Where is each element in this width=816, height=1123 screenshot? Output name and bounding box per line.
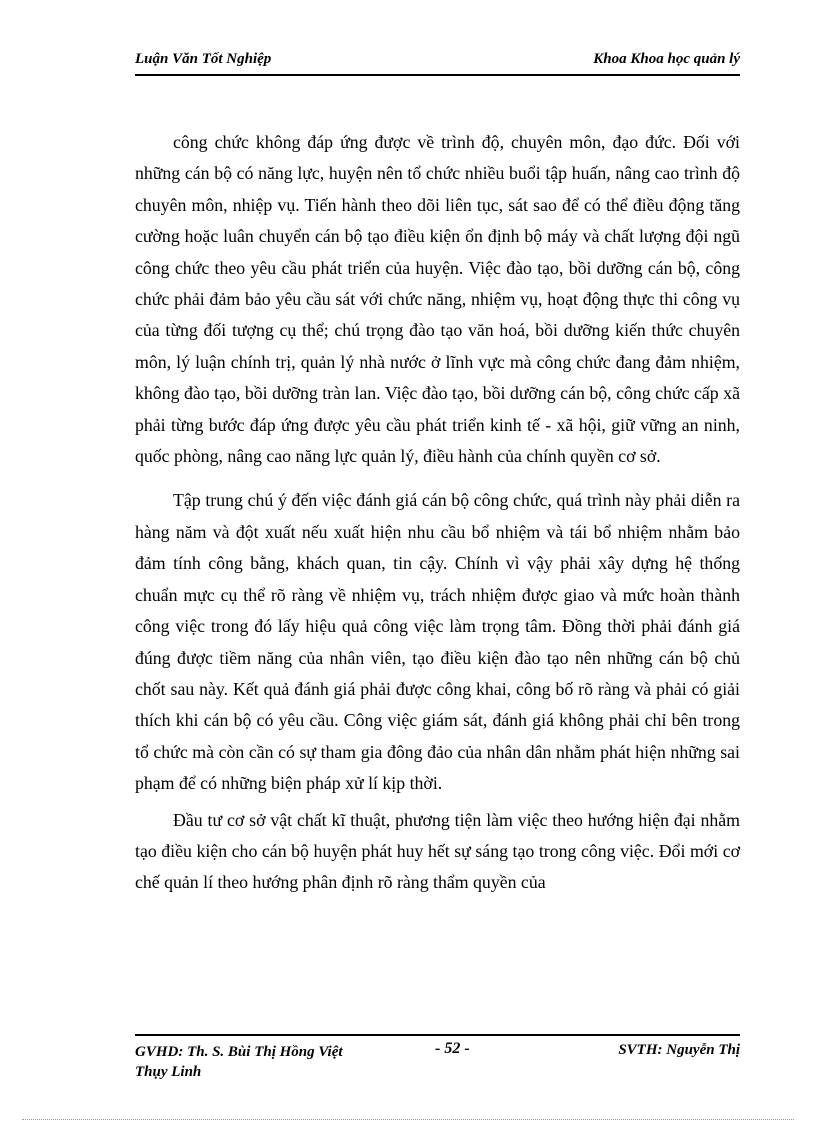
page-number: - 52 - xyxy=(435,1040,470,1057)
footer-student-continued: Thụy Linh xyxy=(135,1064,202,1080)
body-paragraph: Đầu tư cơ sở vật chất kĩ thuật, phương tiện làm việc theo hướng hiện đại nhằm tạo điều kiện cho cán bộ huyện phát huy hết sự sáng tạo trong công việc. Đổi mới cơ chế quản lí theo hướng phân định rõ ràng thẩm quyền của xyxy=(135,809,740,893)
page-edge-divider xyxy=(22,1119,794,1120)
body-paragraph: Tập trung chú ý đến việc đánh giá cán bộ công chức, quá trình này phải diễn ra hàng năm và đột xuất nếu xuất hiện nhu cầu bổ nhiệm và tái bổ nhiệm nhằm bảo đảm tính công bằng, khách quan, tin cậy. Chính vì vậy phải xây dựng hệ thống chuẩn mực cụ thể rõ ràng về nhiệm vụ, trách nhiệm được giao và mức hoàn thành công việc trong đó lấy hiệu quả công việc làm trọng tâm. Đồng thời phải đánh giá đúng được tiềm năng của nhân viên, tạo điều kiện đào tạo nên những cán bộ chủ chốt sau này. Kết quả đánh giá phải được công khai, công bố rõ ràng và phải có giải thích khi cán bộ có yêu cầu. Công việc giám sát, đánh giá không phải chỉ bên trong tổ chức mà còn cần có sự tham gia đông đảo của nhân dân nhằm phát hiện những sai phạm để có những biện pháp xử lí kịp thời. xyxy=(135,490,740,794)
header-thesis-title: Luận Văn Tốt Nghiệp xyxy=(135,51,272,67)
page-body xyxy=(135,127,740,899)
footer-student: SVTH: Nguyễn Thị xyxy=(618,1042,740,1058)
page-footer xyxy=(135,1034,740,1086)
page-header xyxy=(135,48,740,76)
footer-advisor: GVHD: Th. S. Bùi Thị Hồng Việt xyxy=(135,1044,343,1060)
body-paragraph: công chức không đáp ứng được về trình độ, chuyên môn, đạo đức. Đối với những cán bộ có năng lực, huyện nên tổ chức nhiều buổi tập huấn, nâng cao trình độ chuyên môn, nhiệp vụ. Tiến hành theo dõi liên tục, sát sao để có thể điều động tăng cường hoặc luân chuyển cán bộ tạo điều kiện ổn định bộ máy và chất lượng đội ngũ công chức theo yêu cầu phát triển của huyện. Việc đào tạo, bồi dưỡng cán bộ, công chức phải đảm bảo yêu cầu sát với chức năng, nhiệm vụ, hoạt động thực thi công vụ của từng đối tượng cụ thể; chú trọng đào tạo văn hoá, bồi dưỡng kiến thức chuyên môn, lý luận chính trị, quản lý nhà nước ở lĩnh vực mà công chức đang đảm nhiệm, không đào tạo, bồi dưỡng tràn lan. Việc đào tạo, bồi dưỡng cán bộ, công chức cấp xã phải từng bước đáp ứng được yêu cầu phát triển kinh tế - xã hội, giữ vững an ninh, quốc phòng, nâng cao năng lực quản lý, điều hành của chính quyền cơ sở. xyxy=(135,132,740,467)
header-faculty: Khoa Khoa học quản lý xyxy=(593,51,740,67)
